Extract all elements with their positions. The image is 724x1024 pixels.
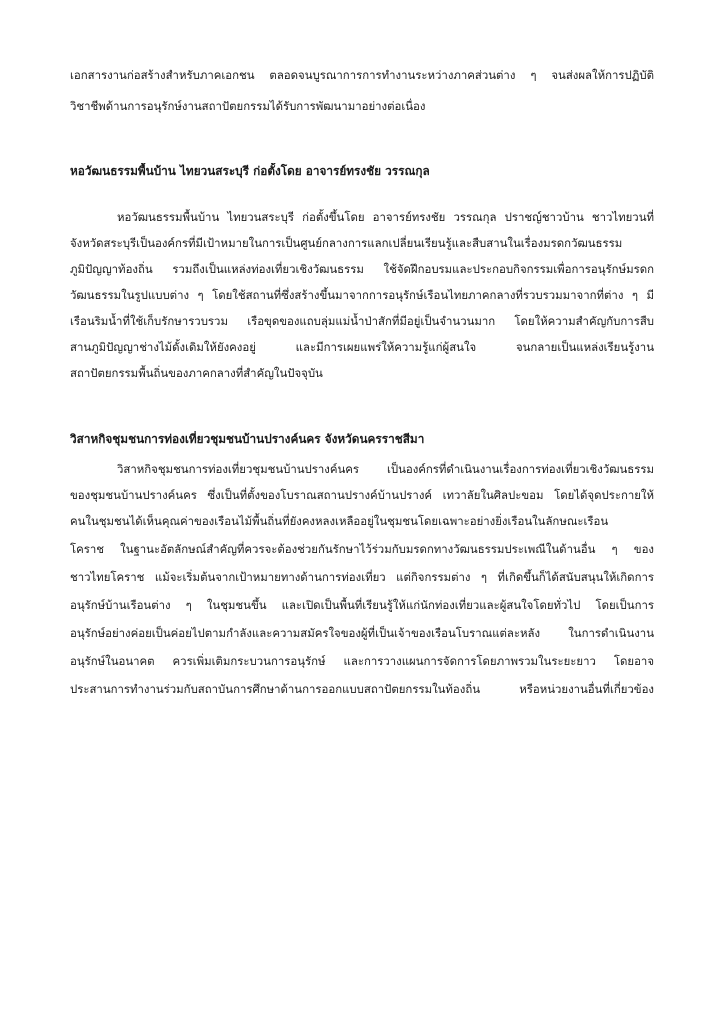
section1-line-2: จังหวัดสระบุรีเป็นองค์กรที่มีเป้าหมายในการเป็นศูนย์กลางการแลกเปลี่ยนเรียนรู้และสืบสานในเรื่องมรดกวัฒนธรรม — [70, 236, 623, 250]
intro-line-2: วิชาชีพด้านการอนุรักษ์งานสถาปัตยกรรมได้รับการพัฒนามาอย่างต่อเนื่อง — [70, 99, 426, 113]
section2-line-6: อนุรักษ์บ้านเรือนต่าง ๆ ในชุมชนขึ้น และเปิดเป็นพื้นที่เรียนรู้ให้แก่นักท่องเที่ยวและผู้สนใจโดยทั่วไป โดยเป็นการ — [70, 598, 654, 612]
section1-line-3: ภูมิปัญญาท้องถิ่น รวมถึงเป็นแหล่งท่องเที่ยวเชิงวัฒนธรรม ใช้จัดฝึกอบรมและประกอบกิจกรรมเพื่อการอนุรักษ์มรดก — [70, 262, 654, 276]
section2-heading: วิสาหกิจชุมชนการท่องเที่ยวชุมชนบ้านปรางค์นคร จังหวัดนครราชสีมา — [70, 432, 425, 446]
section1-line-4: วัฒนธรรมในรูปแบบต่าง ๆ โดยใช้สถานที่ซึ่งสร้างขึ้นมาจากการอนุรักษ์เรือนไทยภาคกลางที่รวบรวมมาจากที่ต่าง ๆ มี — [70, 288, 654, 302]
section2-line-4: โคราช ในฐานะอัตลักษณ์สำคัญที่ควรจะต้องช่วยกันรักษาไว้ร่วมกับมรดกทางวัฒนธรรมประเพณีในด้านอื่น ๆ ของ — [70, 542, 654, 556]
section2-line-8: อนุรักษ์ในอนาคต ควรเพิ่มเติมกระบวนการอนุรักษ์ และการวางแผนการจัดการโดยภาพรวมในระยะยาว โดยอาจ — [70, 654, 654, 668]
intro-line-1: เอกสารงานก่อสร้างสำหรับภาคเอกชน ตลอดจนบูรณาการการทำงานระหว่างภาคส่วนต่าง ๆ จนส่งผลให้การปฏิบัติ — [70, 68, 654, 82]
section2-line-5: ชาวไทยโคราช แม้จะเริ่มต้นจากเป้าหมายทางด้านการท่องเที่ยว แต่กิจกรรมต่าง ๆ ที่เกิดขึ้นก็ได้สนับสนุนให้เกิดการ — [70, 570, 654, 584]
section2-line-1: วิสาหกิจชุมชนการท่องเที่ยวชุมชนบ้านปรางค์นคร เป็นองค์กรที่ดำเนินงานเรื่องการท่องเที่ยวเชิงวัฒนธรรม — [117, 462, 654, 476]
section1-heading: หอวัฒนธรรมพื้นบ้าน ไทยวนสระบุรี ก่อตั้งโดย อาจารย์ทรงชัย วรรณกุล — [70, 164, 430, 178]
section1-line-6: สานภูมิปัญญาช่างไม้ดั้งเดิมให้ยังคงอยู่ และมีการเผยแพร่ให้ความรู้แก่ผู้สนใจ จนกลายเป็นแหล่งเรียนรู้งาน — [70, 340, 654, 354]
section2-line-9: ประสานการทำงานร่วมกับสถาบันการศึกษาด้านการออกแบบสถาปัตยกรรมในท้องถิ่น หรือหน่วยงานอื่นที่เกี่ยวข้อง — [70, 682, 654, 696]
section2-line-7: อนุรักษ์อย่างค่อยเป็นค่อยไปตามกำลังและความสมัครใจของผู้ที่เป็นเจ้าของเรือนโบราณแต่ละหลัง ในการดำเนินงาน — [70, 626, 654, 640]
section1-line-7: สถาปัตยกรรมพื้นถิ่นของภาคกลางที่สำคัญในปัจจุบัน — [70, 366, 323, 380]
section1-line-5: เรือนริมน้ำที่ใช้เก็บรักษารวบรวม เรือขุดของแถบลุ่มแม่น้ำป่าสักที่มีอยู่เป็นจำนวนมาก โดยให้ความสำคัญกับการสืบ — [70, 314, 654, 328]
section2-line-3: คนในชุมชนได้เห็นคุณค่าของเรือนไม้พื้นถิ่นที่ยังคงหลงเหลืออยู่ในชุมชนโดยเฉพาะอย่างยิ่งเรือนในลักษณะเรือน — [70, 514, 609, 528]
section2-line-2: ของชุมชนบ้านปรางค์นคร ซึ่งเป็นที่ตั้งของโบราณสถานปรางค์บ้านปรางค์ เทวาลัยในศิลปะขอม โดยได้จุดประกายให้ — [70, 488, 654, 502]
section1-line-1: หอวัฒนธรรมพื้นบ้าน ไทยวนสระบุรี ก่อตั้งขึ้นโดย อาจารย์ทรงชัย วรรณกุล ปราชญ์ชาวบ้าน ชาวไทยวนที่ — [117, 210, 654, 224]
